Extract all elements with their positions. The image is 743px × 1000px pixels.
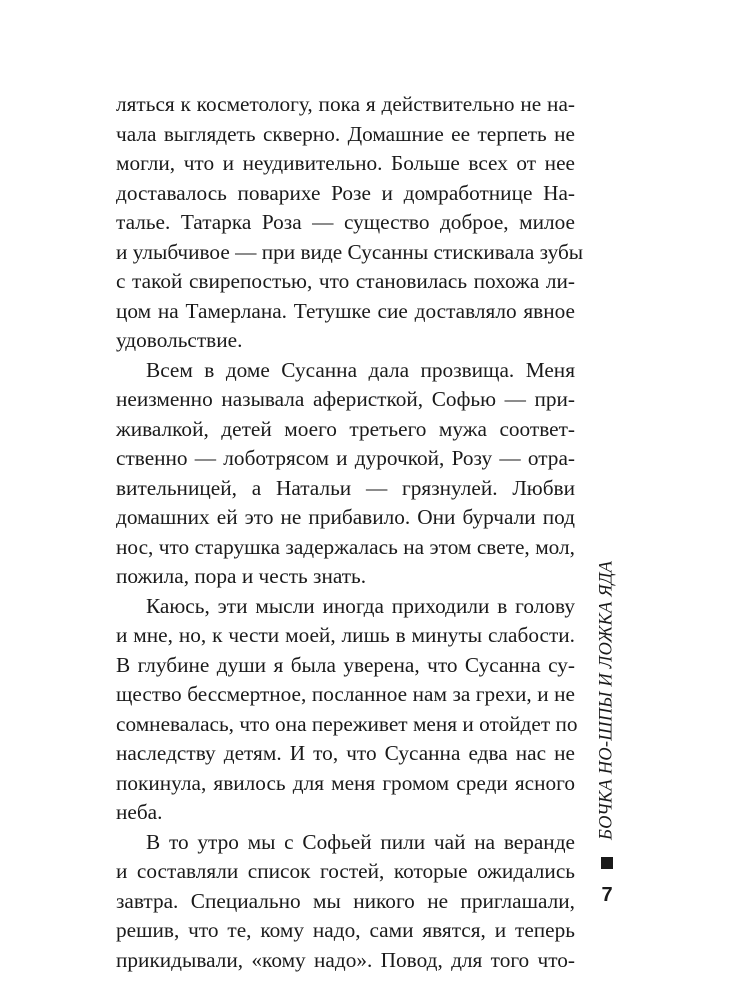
text-line: вительницей, а Натальи — грязнулей. Любви: [116, 475, 575, 500]
text-line: решив, что те, кому надо, сами явятся, и теперь: [116, 918, 575, 942]
body-text: [116, 90, 584, 975]
text-line: и улыбчивое — при виде Сусанны стискивала зубы: [116, 239, 584, 264]
text-line: ляться к косметологу, пока я действительно не на-: [116, 92, 575, 116]
text-line: живалкой, детей моего третьего мужа соответ-: [116, 416, 575, 441]
text-line: неба.: [116, 800, 163, 824]
text-line: и мне, но, к чести моей, лишь в минуты слабости.: [116, 623, 575, 647]
text-line: и составляли список гостей, которые ожидались: [116, 859, 575, 883]
text-line: чала выглядеть скверно. Домашние ее терпеть не: [116, 121, 575, 146]
text-line: наследству детям. И то, что Сусанна едва нас не: [116, 741, 575, 765]
text-line: завтра. Специально мы никого не приглашали,: [116, 888, 575, 913]
text-line: Всем в доме Сусанна дала прозвища. Меня: [146, 357, 575, 382]
text-line: пожила, пора и честь знать.: [116, 564, 367, 588]
page-marker-square: [601, 857, 613, 869]
text-line: доставалось поварихе Розе и домработнице На-: [116, 180, 575, 205]
text-line: неизменно называла аферисткой, Софью — при-: [116, 387, 575, 411]
text-line: покинула, явилось для меня громом среди ясного: [116, 770, 575, 795]
text-line: с такой свирепостью, что становилась похожа ли-: [116, 269, 575, 293]
text-line: сомневалась, что она переживет меня и отойдет по: [116, 711, 578, 736]
text-line: нос, что старушка задержалась на этом свете, мол,: [116, 534, 575, 559]
running-title: БОЧКА НО-ШПЫ И ЛОЖКА ЯДА: [596, 560, 617, 840]
text-line: Каюсь, эти мысли иногда приходили в голову: [146, 593, 575, 618]
text-line: цом на Тамерлана. Тетушке сие доставляло явное: [116, 298, 575, 323]
text-line: прикидывали, «кому надо». Повод, для того что-: [116, 947, 575, 972]
text-line: могли, что и неудивительно. Больше всех от нее: [116, 151, 575, 175]
page-margin-footer: [592, 560, 622, 910]
text-line: ственно — лоботрясом и дурочкой, Розу — отра-: [116, 446, 575, 470]
text-line: щество бессмертное, посланное нам за грехи, и не: [116, 682, 575, 706]
text-line: В то утро мы с Софьей пили чай на веранде: [146, 829, 575, 854]
text-line: удовольствие.: [116, 328, 243, 352]
page-number: 7: [601, 884, 613, 906]
text-line: талье. Татарка Роза — существо доброе, милое: [116, 210, 575, 234]
text-line: В глубине души я была уверена, что Сусанна су-: [116, 652, 575, 677]
text-line: домашних ей это не прибавило. Они бурчали под: [116, 505, 575, 529]
